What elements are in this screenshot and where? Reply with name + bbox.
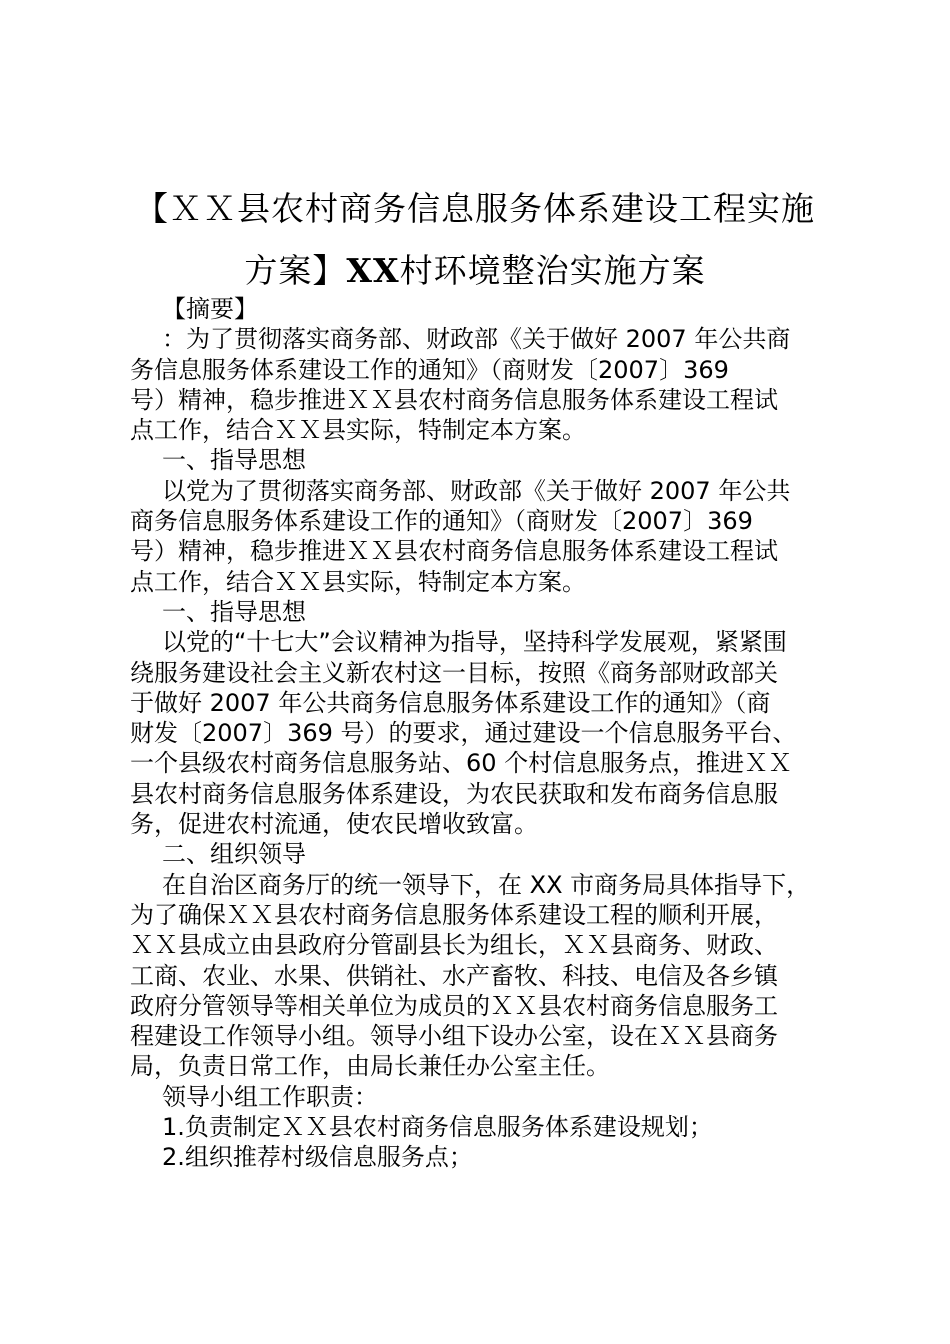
abstract-heading: 【摘要】 [162,295,258,323]
document-body [130,294,835,1173]
paragraph-organization: 在自治区商务厅的统一领导下，在 XX 市商务局具体指导下， 为了确保ＸＸ县农村商务信息服务体系建设工程的顺利开展， ＸＸ县成立由县政府分管副县长为组长，ＸＸ县商务、财政、 工商、农业、水果、供销社、水产畜牧、科技、电信及各乡镇 政府分管领导等相关单位为成员的ＸＸ县农村商务信息服务工 程建设工作领导小组。领导小组下设办公室，设在ＸＸ县商务 局，负责日常工作，由局长兼任办公室主任。 [130,870,811,1081]
document-title [100,178,850,302]
abstract-paragraph: ：为了贯彻落实商务部、财政部《关于做好 2007 年公共商 务信息服务体系建设工作的通知》（商财发〔2007〕369 号）精神，稳步推进ＸＸ县农村商务信息服务体系建设工程试 点工作，结合ＸＸ县实际，特制定本方案。 [130,325,791,445]
section-heading-guiding-thought: 一、指导思想 [162,446,306,475]
paragraph-guiding-thought: 以党的“十七大”会议精神为指导，坚持科学发展观，紧紧围 绕服务建设社会主义新农村这一目标，按照《商务部财政部关 于做好 2007 年公共商务信息服务体系建设工作的通知》（商 财发〔2007〕369 号）的要求，通过建设一个信息服务平台、 一个县级农村商务信息服务站、60 个村信息服务点，推进ＸＸ 县农村商务信息服务体系建设，为农民获取和发布商务信息服 务，促进农村流通，使农民增收致富。 [130,628,797,839]
section-heading-organization: 二、组织领导 [162,840,306,869]
title-line-2-part-a: 方案】 [244,251,347,290]
paragraph-repeat: 以党为了贯彻落实商务部、财政部《关于做好 2007 年公共 商务信息服务体系建设工作的通知》（商财发〔2007〕369 号）精神，稳步推进ＸＸ县农村商务信息服务体系建设工程试 点工作，结合ＸＸ县实际，特制定本方案。 [130,476,791,596]
title-line-2-part-c: 村环境整治实施方案 [399,251,706,290]
title-line-1: 【ＸＸ县农村商务信息服务体系建设工程实施 [135,189,815,228]
duty-item-1: 1.负责制定ＸＸ县农村商务信息服务体系建设规划； [162,1113,713,1142]
duties-heading: 领导小组工作职责： [162,1082,378,1111]
title-line-2 [100,240,850,302]
title-line-2-xx: XX [346,251,400,290]
section-heading-guiding-thought-2: 一、指导思想 [162,597,306,626]
duty-item-2: 2.组织推荐村级信息服务点； [162,1143,473,1172]
